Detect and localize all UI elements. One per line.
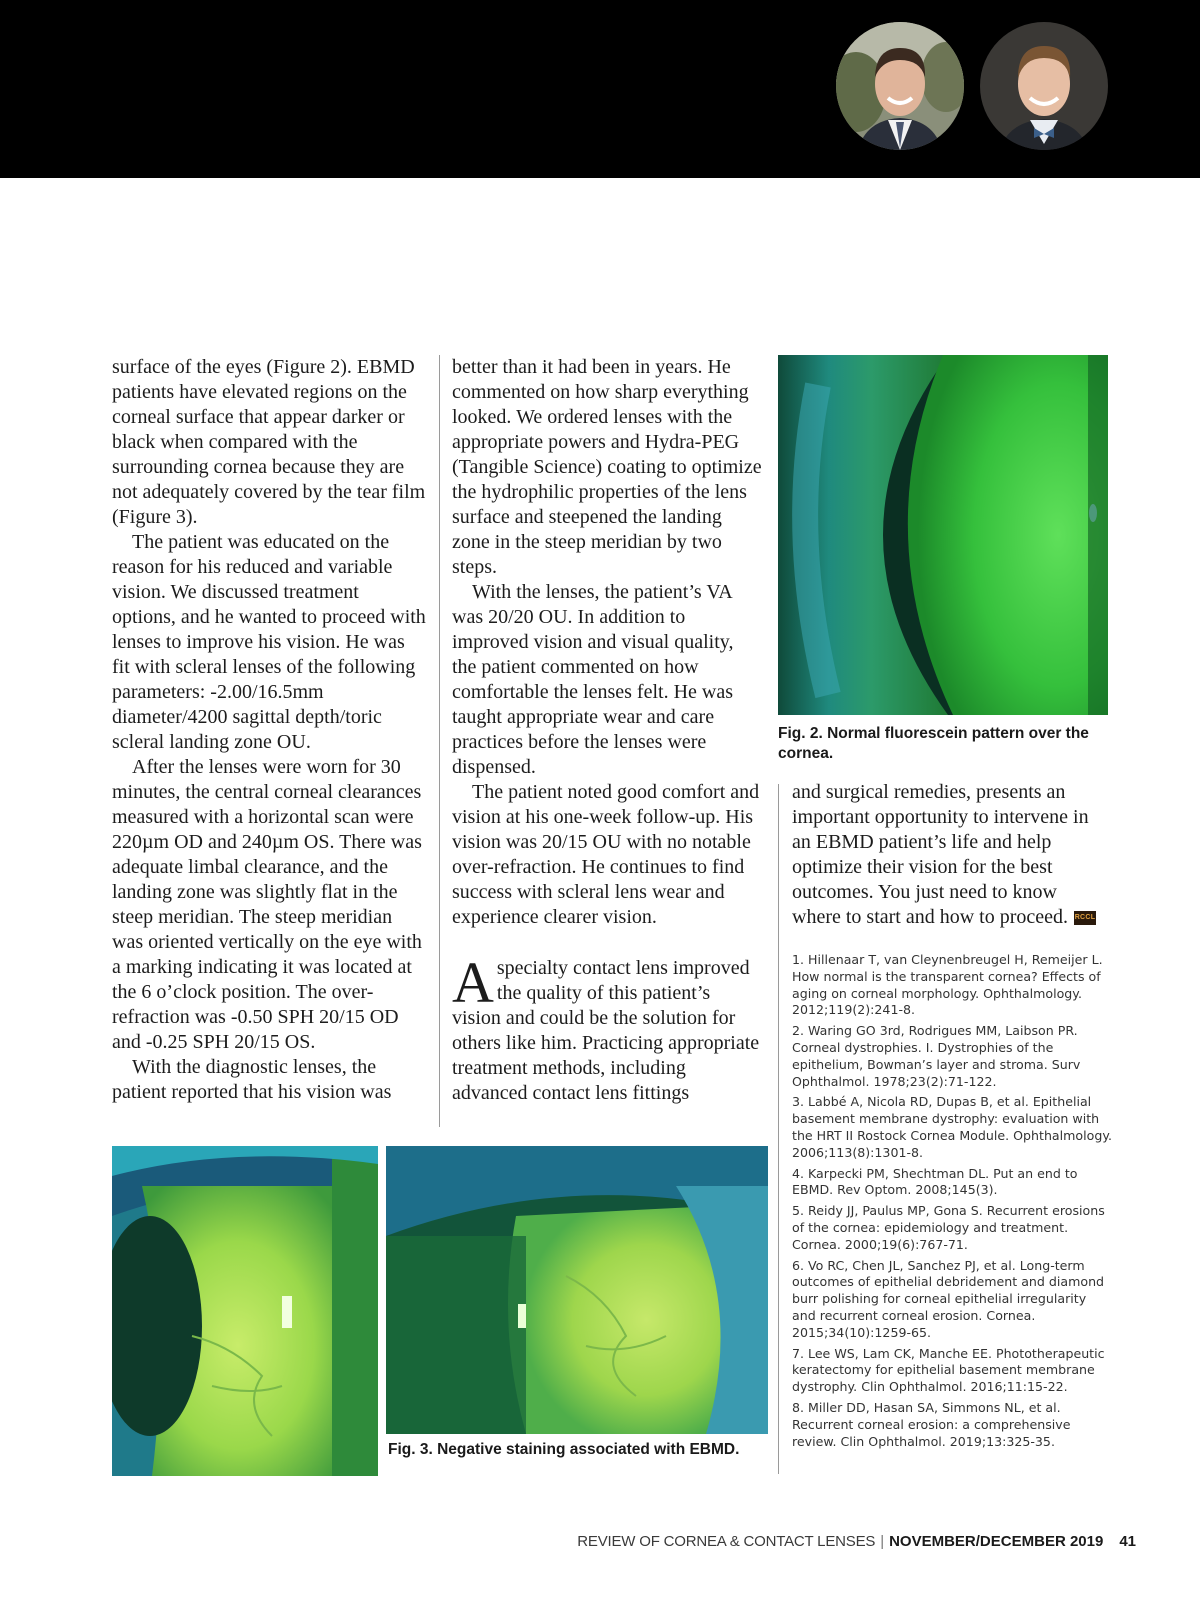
- issue-date: NOVEMBER/DECEMBER 2019: [889, 1533, 1104, 1550]
- reference-item: 1. Hillenaar T, van Cleynenbreugel H, Remeijer L. How normal is the transparent cornea? Effects of aging on corneal morphology. Ophthalmology. 2012;119(2):241-8.: [792, 952, 1103, 1018]
- author-photo-1: [836, 22, 964, 150]
- body-column-3: [792, 780, 1102, 930]
- paragraph: The patient was educated on the reason for his reduced and variable vision. We discussed treatment options, and he wanted to proceed with lenses to improve his vision. He was fit with scleral lenses of the following parameters: -2.00/16.5mm diameter/4200 sagittal depth/toric scleral landing zone OU.: [112, 531, 426, 753]
- reference-item: 8. Miller DD, Hasan SA, Simmons NL, et al. Recurrent corneal erosion: a comprehensive review. Clin Ophthalmol. 2019;13:325-35.: [792, 1399, 1071, 1449]
- paragraph: With the diagnostic lenses, the patient reported that his vision was: [112, 1056, 392, 1103]
- footer-separator: |: [880, 1533, 885, 1550]
- conclusion-paragraph: [452, 950, 762, 1106]
- paragraph-text: and surgical remedies, presents an important opportunity to intervene in an EBMD patient’s life and help optimize their vision for the best outcomes. You just need to know where to start and how to proceed.: [792, 781, 1089, 928]
- column-divider: [778, 784, 779, 1474]
- reference-item: 5. Reidy JJ, Paulus MP, Gona S. Recurrent erosions of the cornea: epidemiology and treatment. Cornea. 2000;19(6):767-71.: [792, 1203, 1105, 1252]
- reference-item: 4. Karpecki PM, Shechtman DL. Put an end to EBMD. Rev Optom. 2008;145(3).: [792, 1165, 1078, 1198]
- paragraph: After the lenses were worn for 30 minutes, the central corneal clearances measured with a horizontal scan were 220µm OD and 240µm OS. There was adequate limbal clearance, and the landing zone was slightly flat in the steep meridian. The steep meridian was oriented vertically on the eye with a marking indicating it was located at the 6 o’clock position. The over-refraction was -0.50 SPH 20/15 OD and -0.25 SPH 20/15 OS.: [112, 756, 422, 1053]
- reference-item: 3. Labbé A, Nicola RD, Dupas B, et al. Epithelial basement membrane dystrophy: evaluation with the HRT II Rostock Cornea Module. Ophthalmology. 2006;113(8):1301-8.: [792, 1094, 1112, 1160]
- paragraph: [792, 780, 1102, 930]
- column-divider: [439, 355, 440, 1127]
- rccl-logo-icon: RCCL: [1074, 911, 1096, 925]
- page-footer: [577, 1533, 1136, 1550]
- paragraph: surface of the eyes (Figure 2). EBMD patients have elevated regions on the corneal surface that appear darker or black when compared with the surrounding cornea because they are not adequately covered by the tear film (Figure 3).: [112, 356, 426, 528]
- paragraph: better than it had been in years. He commented on how sharp everything looked. We ordered lenses with the appropriate powers and Hydra-PEG (Tangible Science) coating to optimize the hydrophilic properties of the lens surface and steepened the landing zone in the steep meridian by two steps.: [452, 356, 762, 578]
- author-photo-2: [980, 22, 1108, 150]
- reference-item: 6. Vo RC, Chen JL, Sanchez PJ, et al. Long-term outcomes of epithelial debridement and diamond burr polishing for corneal epithelial irregularity and recurrent corneal erosion. Cornea. 2015;34(10):1259-65.: [792, 1257, 1105, 1340]
- reference-item: 2. Waring GO 3rd, Rodrigues MM, Laibson PR. Corneal dystrophies. I. Dystrophies of the epithelium, Bowman’s layer and stroma. Surv Ophthalmol. 1978;23(2):71-122.: [792, 1023, 1081, 1089]
- page-number: 41: [1119, 1533, 1136, 1550]
- figure-3-caption: Fig. 3. Negative staining associated with EBMD.: [388, 1441, 740, 1458]
- journal-name: REVIEW OF CORNEA & CONTACT LENSES: [577, 1533, 876, 1550]
- conclusion-text: specialty contact lens improved the quality of this patient’s vision and could be the solution for others like him. Practicing appropriate treatment methods, including advanced contact lens fittings: [452, 957, 760, 1104]
- paragraph: With the lenses, the patient’s VA was 20/20 OU. In addition to improved vision and visual quality, the patient commented on how comfortable the lenses felt. He was taught appropriate wear and care practices before the lenses were dispensed.: [452, 581, 734, 778]
- figure-2-image: [778, 355, 1108, 715]
- figure-3-image-left: [112, 1146, 378, 1476]
- drop-cap: A: [452, 950, 494, 1015]
- figure-2-caption: Fig. 2. Normal fluorescein pattern over the cornea.: [778, 725, 1089, 762]
- body-column-2: [452, 355, 762, 1106]
- body-column-1: [112, 355, 427, 1105]
- figure-3-image-right: [386, 1146, 768, 1434]
- reference-item: 7. Lee WS, Lam CK, Manche EE. Phototherapeutic keratectomy for epithelial basement membrane dystrophy. Clin Ophthalmol. 2016;11:15-22.: [792, 1345, 1105, 1395]
- paragraph: The patient noted good comfort and vision at his one-week follow-up. His vision was 20/15 OU with no notable over-refraction. He continues to find success with scleral lens wear and experience clearer vision.: [452, 781, 760, 928]
- references-list: [792, 952, 1112, 1454]
